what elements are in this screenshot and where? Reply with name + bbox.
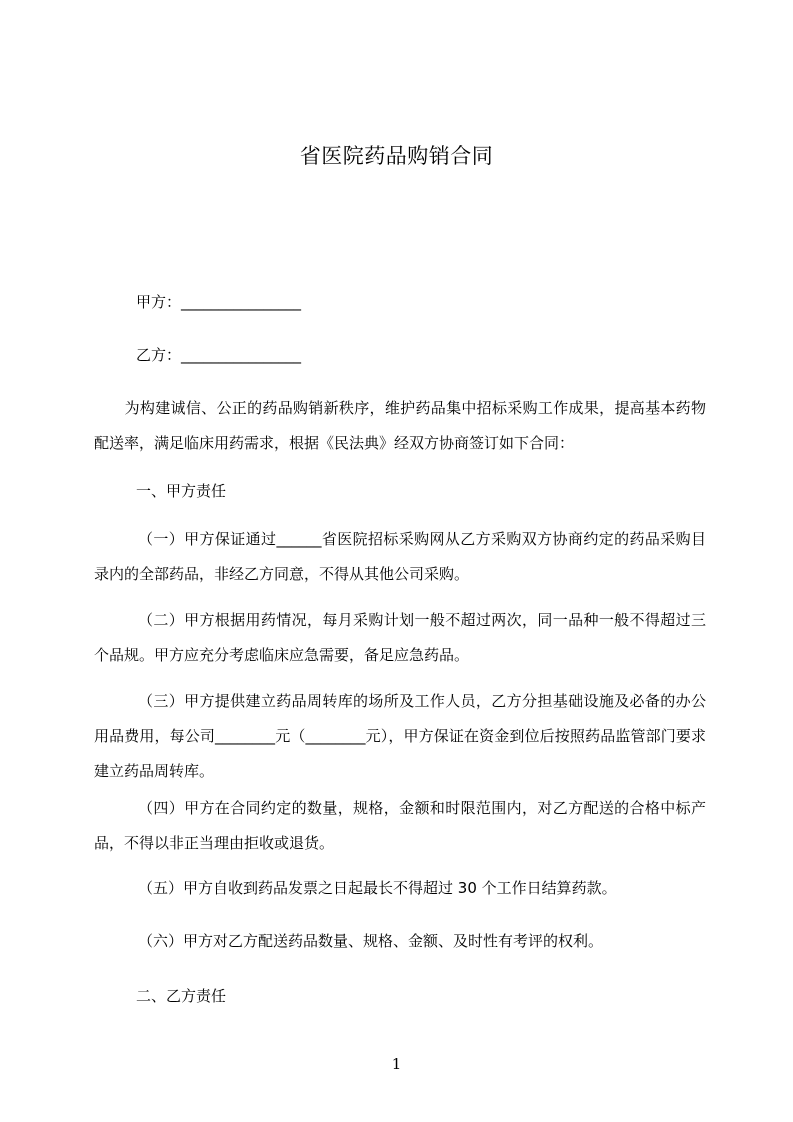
page-title: 省医院药品购销合同 xyxy=(299,144,494,168)
section-heading-party-b: 二、乙方责任 xyxy=(136,987,227,1005)
page-number: 1 xyxy=(391,1055,402,1073)
clause-paragraph: （四）甲方在合同约定的数量，规格，金额和时限范围内，对乙方配送的合格中标产品，不得以非正当理由拒收或退货。 xyxy=(94,799,706,852)
clause-paragraph: （六）甲方对乙方配送药品数量、规格、金额、及时性有考评的权利。 xyxy=(138,932,604,950)
preamble-paragraph: 为构建诚信、公正的药品购销新秩序，维护药品集中招标采购工作成果，提高基本药物配送率，满足临床用药需求，根据《民法典》经双方协商签订如下合同： xyxy=(94,399,706,452)
section-heading-party-a: 一、甲方责任 xyxy=(136,482,227,500)
clause-paragraph: （二）甲方根据用药情况，每月采购计划一般不超过两次，同一品种一般不得超过三个品规。甲方应充分考虑临床应急需要，备足应急药品。 xyxy=(94,611,706,664)
party-b-line: 乙方：________________ xyxy=(136,346,302,364)
clause-paragraph: （三）甲方提供建立药品周转库的场所及工作人员，乙方分担基础设施及必备的办公用品费用，每公司________元（________元），甲方保证在资金到位后按照药品监管部门要求建立药品周转库。 xyxy=(94,692,706,780)
clause-paragraph: （五）甲方自收到药品发票之日起最长不得超过 30 个工作日结算药款。 xyxy=(138,879,617,897)
clause-paragraph: （一）甲方保证通过______省医院招标采购网从乙方采购双方协商约定的药品采购目录内的全部药品，非经乙方同意，不得从其他公司采购。 xyxy=(94,530,706,583)
party-a-line: 甲方：________________ xyxy=(136,293,302,311)
